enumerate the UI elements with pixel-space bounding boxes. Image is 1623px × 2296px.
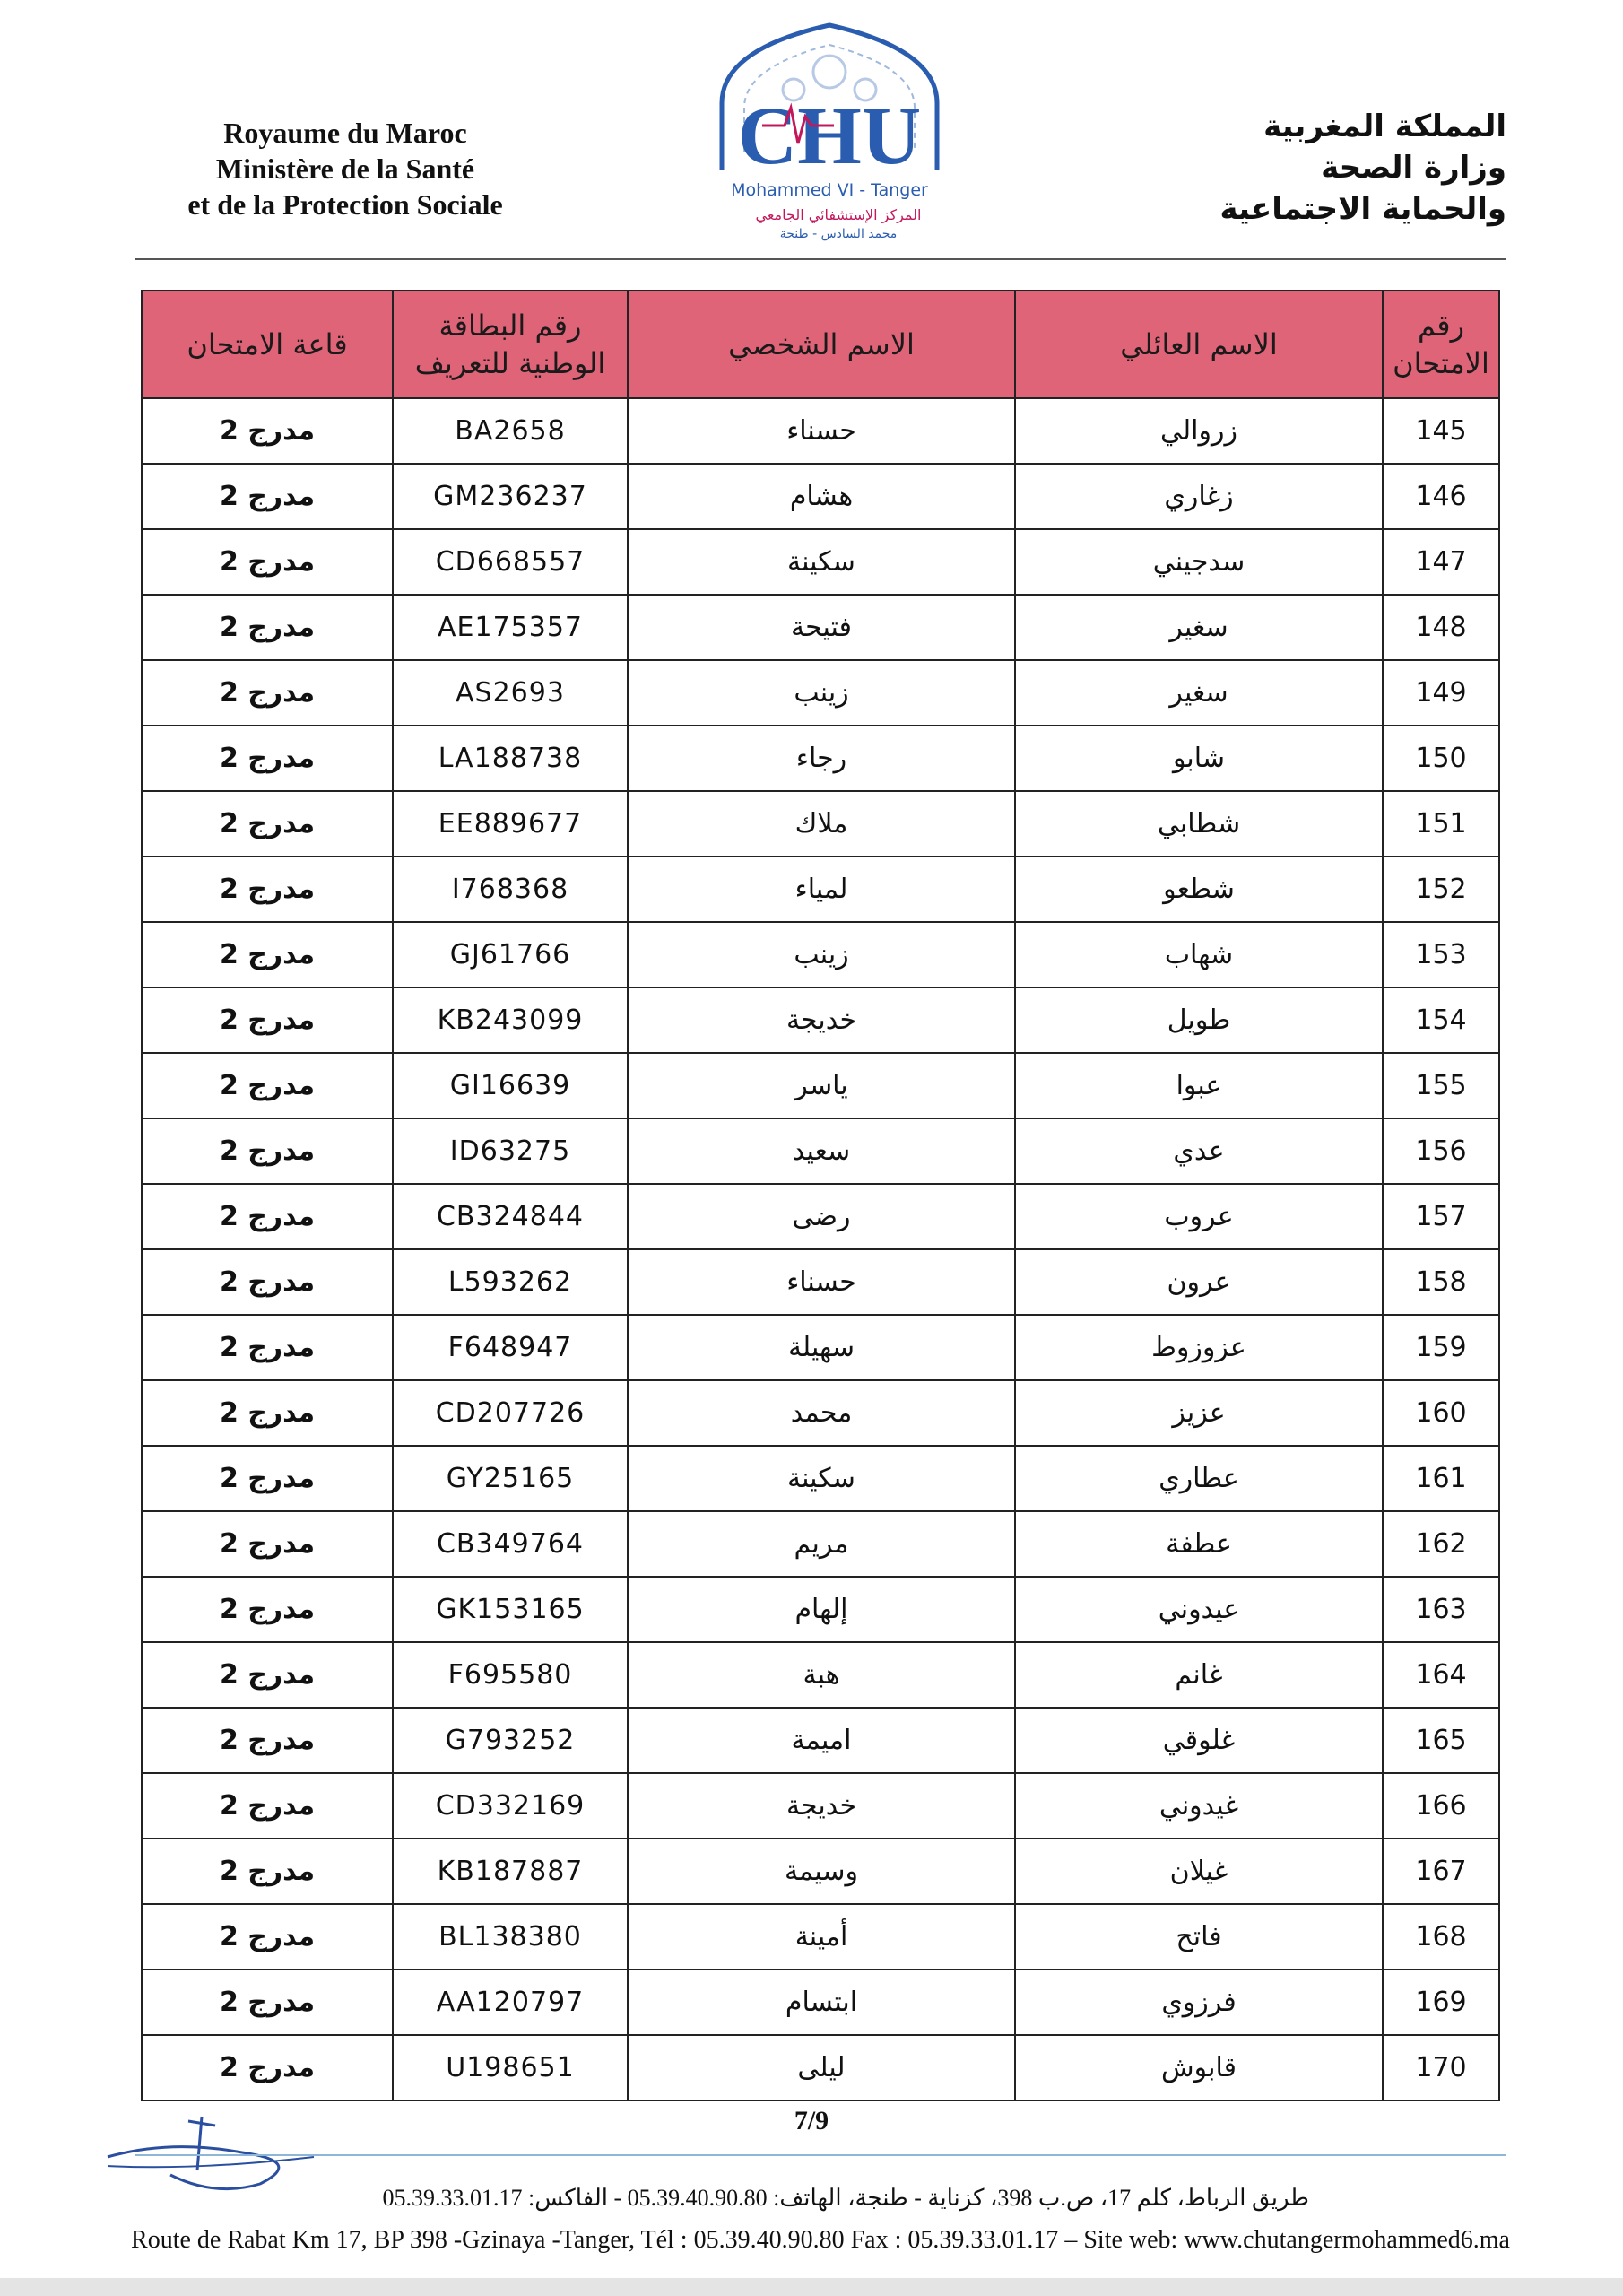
cell-family-name: زغاري	[1015, 464, 1383, 529]
cell-hall: مدرج 2	[142, 1839, 393, 1904]
cell-hall: مدرج 2	[142, 1970, 393, 2035]
cell-cin: KB243099	[393, 987, 628, 1053]
header-family-name: الاسم العائلي	[1015, 291, 1383, 398]
table-row	[142, 1118, 1499, 1184]
header-kingdom-ar: المملكة المغربية	[1263, 109, 1506, 144]
cell-exam-no: 163	[1383, 1577, 1499, 1642]
logo-subtitle: Mohammed VI - Tanger	[731, 180, 928, 200]
cell-cin: L593262	[393, 1249, 628, 1315]
cell-cin: GY25165	[393, 1446, 628, 1511]
signature	[90, 2103, 341, 2202]
cell-hall: مدرج 2	[142, 1380, 393, 1446]
cell-exam-no: 158	[1383, 1249, 1499, 1315]
cell-hall: مدرج 2	[142, 595, 393, 660]
cell-exam-no: 157	[1383, 1184, 1499, 1249]
table-row	[142, 1642, 1499, 1708]
cell-hall: مدرج 2	[142, 922, 393, 987]
page-number: 7/9	[794, 2106, 829, 2135]
cell-first-name: ابتسام	[628, 1970, 1015, 2035]
cell-cin: CD332169	[393, 1773, 628, 1839]
cell-hall: مدرج 2	[142, 1118, 393, 1184]
cell-cin: AS2693	[393, 660, 628, 726]
cell-exam-no: 160	[1383, 1380, 1499, 1446]
cell-exam-no: 150	[1383, 726, 1499, 791]
table-row	[142, 726, 1499, 791]
table-row	[142, 1970, 1499, 2035]
cell-cin: LA188738	[393, 726, 628, 791]
cell-cin: CB324844	[393, 1184, 628, 1249]
table-row	[142, 857, 1499, 922]
logo-chu-text: CHU	[737, 90, 922, 181]
cell-exam-no: 156	[1383, 1118, 1499, 1184]
cell-hall: مدرج 2	[142, 1315, 393, 1380]
cell-exam-no: 159	[1383, 1315, 1499, 1380]
cell-first-name: أمينة	[628, 1904, 1015, 1970]
cell-cin: F695580	[393, 1642, 628, 1708]
table-header-row	[142, 291, 1499, 398]
table-row	[142, 660, 1499, 726]
cell-family-name: فاتح	[1015, 1904, 1383, 1970]
table-row	[142, 1708, 1499, 1773]
table-row	[142, 1577, 1499, 1642]
cell-first-name: زينب	[628, 660, 1015, 726]
cell-cin: ID63275	[393, 1118, 628, 1184]
cell-first-name: رضى	[628, 1184, 1015, 1249]
cell-family-name: عطفة	[1015, 1511, 1383, 1577]
cell-exam-no: 151	[1383, 791, 1499, 857]
cell-family-name: غيلان	[1015, 1839, 1383, 1904]
cell-cin: GM236237	[393, 464, 628, 529]
cell-exam-no: 148	[1383, 595, 1499, 660]
cell-hall: مدرج 2	[142, 857, 393, 922]
cell-family-name: عطاري	[1015, 1446, 1383, 1511]
header-cin: رقم البطاقة الوطنية للتعريف	[393, 291, 628, 398]
cell-cin: KB187887	[393, 1839, 628, 1904]
cell-first-name: ليلى	[628, 2035, 1015, 2100]
cell-exam-no: 146	[1383, 464, 1499, 529]
cell-cin: GJ61766	[393, 922, 628, 987]
cell-exam-no: 153	[1383, 922, 1499, 987]
cell-hall: مدرج 2	[142, 1249, 393, 1315]
cell-family-name: سدجيني	[1015, 529, 1383, 595]
logo-arabic-line2: محمد السادس - طنجة	[779, 227, 898, 241]
cell-cin: BL138380	[393, 1904, 628, 1970]
table-row	[142, 1446, 1499, 1511]
cell-first-name: سعيد	[628, 1118, 1015, 1184]
cell-first-name: فتيحة	[628, 595, 1015, 660]
cell-hall: مدرج 2	[142, 1053, 393, 1118]
cell-cin: AE175357	[393, 595, 628, 660]
cell-exam-no: 165	[1383, 1708, 1499, 1773]
header-protection-fr: et de la Protection Sociale	[187, 188, 503, 221]
cell-family-name: عروب	[1015, 1184, 1383, 1249]
cell-exam-no: 161	[1383, 1446, 1499, 1511]
cell-hall: مدرج 2	[142, 398, 393, 464]
exam-table	[141, 290, 1500, 2101]
footer-divider	[135, 2154, 1506, 2156]
header-divider	[135, 258, 1506, 260]
cell-cin: EE889677	[393, 791, 628, 857]
cell-exam-no: 149	[1383, 660, 1499, 726]
cell-hall: مدرج 2	[142, 726, 393, 791]
cell-family-name: غيدوني	[1015, 1773, 1383, 1839]
cell-exam-no: 145	[1383, 398, 1499, 464]
table-row	[142, 398, 1499, 464]
cell-family-name: عزوزوط	[1015, 1315, 1383, 1380]
cell-hall: مدرج 2	[142, 987, 393, 1053]
cell-first-name: خديجة	[628, 1773, 1015, 1839]
cell-family-name: قابوش	[1015, 2035, 1383, 2100]
cell-exam-no: 170	[1383, 2035, 1499, 2100]
cell-exam-no: 162	[1383, 1511, 1499, 1577]
cell-cin: CD207726	[393, 1380, 628, 1446]
cell-family-name: عيدوني	[1015, 1577, 1383, 1642]
cell-exam-no: 168	[1383, 1904, 1499, 1970]
cell-first-name: سكينة	[628, 529, 1015, 595]
cell-exam-no: 155	[1383, 1053, 1499, 1118]
cell-hall: مدرج 2	[142, 2035, 393, 2100]
cell-family-name: غلوقي	[1015, 1708, 1383, 1773]
table-row	[142, 1839, 1499, 1904]
table-row	[142, 1511, 1499, 1577]
cell-hall: مدرج 2	[142, 1642, 393, 1708]
header-protection-ar: والحماية الاجتماعية	[1219, 191, 1506, 227]
logo-arabic-line1: المركز الإستشفائي الجامعي	[755, 206, 922, 223]
cell-cin: BA2658	[393, 398, 628, 464]
cell-hall: مدرج 2	[142, 1708, 393, 1773]
table-row	[142, 529, 1499, 595]
cell-exam-no: 147	[1383, 529, 1499, 595]
table-row	[142, 1904, 1499, 1970]
cell-first-name: ملاك	[628, 791, 1015, 857]
cell-cin: F648947	[393, 1315, 628, 1380]
cell-hall: مدرج 2	[142, 1446, 393, 1511]
cell-family-name: سغير	[1015, 660, 1383, 726]
table-row	[142, 791, 1499, 857]
cell-exam-no: 164	[1383, 1642, 1499, 1708]
cell-exam-no: 152	[1383, 857, 1499, 922]
cell-first-name: محمد	[628, 1380, 1015, 1446]
cell-exam-no: 166	[1383, 1773, 1499, 1839]
cell-family-name: عرون	[1015, 1249, 1383, 1315]
cell-family-name: سغير	[1015, 595, 1383, 660]
cell-family-name: فرزوي	[1015, 1970, 1383, 2035]
table-row	[142, 1053, 1499, 1118]
cell-cin: U198651	[393, 2035, 628, 2100]
cell-first-name: سهيلة	[628, 1315, 1015, 1380]
cell-cin: I768368	[393, 857, 628, 922]
cell-family-name: غانم	[1015, 1642, 1383, 1708]
footer-arabic-address: طريق الرباط، كلم 17، ص.ب 398، كزناية - طنجة، الهاتف: 05.39.40.90.80 - الفاكس: 05.39.33.01.17	[382, 2185, 1309, 2211]
cell-family-name: شطعو	[1015, 857, 1383, 922]
cell-hall: مدرج 2	[142, 1904, 393, 1970]
header-french-block	[135, 115, 556, 222]
cell-first-name: إلهام	[628, 1577, 1015, 1642]
table-row	[142, 987, 1499, 1053]
table-row	[142, 922, 1499, 987]
cell-hall: مدرج 2	[142, 1773, 393, 1839]
cell-family-name: طويل	[1015, 987, 1383, 1053]
cell-exam-no: 154	[1383, 987, 1499, 1053]
header-first-name: الاسم الشخصي	[628, 291, 1015, 398]
table-row	[142, 464, 1499, 529]
cell-first-name: لمياء	[628, 857, 1015, 922]
cell-first-name: وسيمة	[628, 1839, 1015, 1904]
cell-hall: مدرج 2	[142, 791, 393, 857]
table-row	[142, 1773, 1499, 1839]
cell-hall: مدرج 2	[142, 529, 393, 595]
cell-cin: CD668557	[393, 529, 628, 595]
table-row	[142, 1249, 1499, 1315]
table-row	[142, 1184, 1499, 1249]
header-exam-no: رقم الامتحان	[1383, 291, 1499, 398]
cell-first-name: هبة	[628, 1642, 1015, 1708]
table-row	[142, 1380, 1499, 1446]
cell-hall: مدرج 2	[142, 660, 393, 726]
cell-hall: مدرج 2	[142, 1184, 393, 1249]
table-row	[142, 1315, 1499, 1380]
scan-bottom-edge	[0, 2278, 1623, 2296]
cell-first-name: سكينة	[628, 1446, 1015, 1511]
cell-cin: AA120797	[393, 1970, 628, 2035]
header-hall: قاعة الامتحان	[142, 291, 393, 398]
cell-family-name: شابو	[1015, 726, 1383, 791]
cell-family-name: عزيز	[1015, 1380, 1383, 1446]
cell-first-name: اميمة	[628, 1708, 1015, 1773]
header-arabic-block	[1211, 106, 1506, 230]
cell-family-name: شهاب	[1015, 922, 1383, 987]
cell-exam-no: 167	[1383, 1839, 1499, 1904]
table-row	[142, 2035, 1499, 2100]
cell-first-name: رجاء	[628, 726, 1015, 791]
cell-family-name: عبوا	[1015, 1053, 1383, 1118]
cell-first-name: زينب	[628, 922, 1015, 987]
cell-hall: مدرج 2	[142, 1577, 393, 1642]
cell-exam-no: 169	[1383, 1970, 1499, 2035]
cell-first-name: مريم	[628, 1511, 1015, 1577]
cell-hall: مدرج 2	[142, 1511, 393, 1577]
header-ministry-fr: Ministère de la Santé	[215, 152, 475, 185]
cell-cin: GK153165	[393, 1577, 628, 1642]
cell-first-name: حسناء	[628, 1249, 1015, 1315]
header-kingdom-fr: Royaume du Maroc	[223, 117, 467, 149]
cell-cin: G793252	[393, 1708, 628, 1773]
header-ministry-ar: وزارة الصحة	[1321, 150, 1506, 186]
cell-hall: مدرج 2	[142, 464, 393, 529]
cell-first-name: هشام	[628, 464, 1015, 529]
cell-first-name: ياسر	[628, 1053, 1015, 1118]
cell-family-name: شطابي	[1015, 791, 1383, 857]
cell-first-name: خديجة	[628, 987, 1015, 1053]
footer-french-address: Route de Rabat Km 17, BP 398 -Gzinaya -Tanger, Tél : 05.39.40.90.80 Fax : 05.39.33.01.17 – Site web: www.chutangermohammed6.ma	[131, 2226, 1510, 2254]
cell-cin: GI16639	[393, 1053, 628, 1118]
cell-cin: CB349764	[393, 1511, 628, 1577]
table-row	[142, 595, 1499, 660]
cell-family-name: زروالي	[1015, 398, 1383, 464]
cell-first-name: حسناء	[628, 398, 1015, 464]
cell-family-name: عدي	[1015, 1118, 1383, 1184]
